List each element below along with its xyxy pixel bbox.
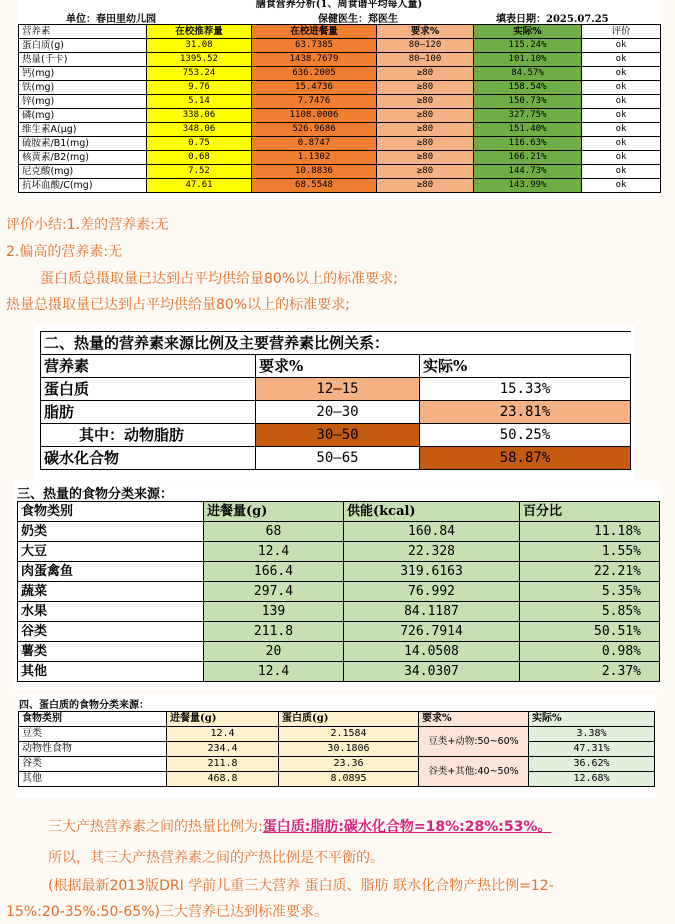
nutrient-cell: 抗坏血酸/C(mg) (19, 179, 147, 193)
evaluation-cell: ok (582, 39, 661, 53)
table-title: 二、热量的营养素来源比例及主要营养素比例关系： (41, 332, 631, 355)
evaluation-cell: ok (582, 123, 661, 137)
table-row (18, 602, 660, 622)
table-row (19, 95, 661, 109)
conclusion-line-1 (48, 816, 551, 836)
intake-cell: 166.4 (204, 562, 344, 582)
category-cell: 薯类 (18, 642, 204, 662)
required-cell: ≥80 (377, 67, 474, 81)
sheet-meta (18, 10, 660, 24)
header-cell: 百分比 (520, 502, 660, 522)
actual-cell: 36.62% (529, 757, 655, 772)
actual-cell: 143.99% (474, 179, 582, 193)
summary-line-2: 2.偏高的营养素:无 (6, 244, 123, 260)
actual-cell: 15.33% (420, 378, 631, 401)
summary-line-1: 评价小结:1.差的营养素:无 (6, 217, 169, 233)
header-cell: 营养素 (41, 355, 256, 378)
food-energy-sheet (14, 481, 660, 689)
conclusion-line-2: 所以，其三大产热营养素之间的产热比例是不平衡的。 (48, 850, 384, 866)
table-row (18, 622, 660, 642)
table-row (18, 582, 660, 602)
required-cell: 12—15 (256, 378, 420, 401)
nutrient-cell: 蛋白质(g) (19, 39, 147, 53)
recommended-cell: 1395.52 (147, 53, 252, 67)
protein-cell: 23.36 (279, 757, 419, 772)
intake-cell: 211.8 (167, 757, 279, 772)
required-cell: 50—65 (256, 447, 420, 470)
actual-cell: 144.73% (474, 165, 582, 179)
intake-cell: 12.4 (167, 727, 279, 742)
energy-source-sheet (35, 325, 635, 480)
table-row (19, 772, 655, 787)
intake-cell: 63.7385 (252, 39, 377, 53)
table-row (19, 81, 661, 95)
header-cell: 要求% (256, 355, 420, 378)
intake-cell: 7.7476 (252, 95, 377, 109)
nutrient-cell: 锌(mg) (19, 95, 147, 109)
header-cell: 实际% (474, 25, 582, 39)
table-row (18, 562, 660, 582)
table-row (19, 151, 661, 165)
recommended-cell: 348.06 (147, 123, 252, 137)
percent-cell: 50.51% (520, 622, 660, 642)
required-cell: 80—100 (377, 53, 474, 67)
table-header-row (18, 502, 660, 522)
actual-cell: 101.10% (474, 53, 582, 67)
table-row (19, 53, 661, 67)
evaluation-cell: ok (582, 151, 661, 165)
percent-cell: 22.21% (520, 562, 660, 582)
intake-cell: 139 (204, 602, 344, 622)
evaluation-cell: ok (582, 179, 661, 193)
energy-source-table (40, 331, 631, 470)
header-cell: 评价 (582, 25, 661, 39)
intake-cell: 20 (204, 642, 344, 662)
category-cell: 动物性食物 (19, 742, 167, 757)
energy-cell: 34.0307 (344, 662, 520, 682)
requirement-cell: 谷类+其他:40~50% (419, 757, 529, 787)
evaluation-cell: ok (582, 137, 661, 151)
table-row (19, 123, 661, 137)
intake-cell: 15.4736 (252, 81, 377, 95)
header-cell: 要求% (419, 712, 529, 727)
table-row (19, 39, 661, 53)
category-cell: 豆类 (19, 727, 167, 742)
evaluation-cell: ok (582, 165, 661, 179)
nutrient-cell: 尼克酸(mg) (19, 165, 147, 179)
recommended-cell: 9.76 (147, 81, 252, 95)
required-cell: ≥80 (377, 137, 474, 151)
conclusion-prefix: 三大产热营养素之间的热量比例为: (48, 819, 263, 835)
nutrient-cell: 热量(千卡) (19, 53, 147, 67)
header-cell: 进餐量(g) (204, 502, 344, 522)
actual-cell: 84.57% (474, 67, 582, 81)
unit-label: 单位：春田里幼儿园 (66, 14, 156, 25)
table-row (19, 67, 661, 81)
actual-cell: 3.38% (529, 727, 655, 742)
nutrient-table (18, 24, 661, 193)
energy-cell: 726.7914 (344, 622, 520, 642)
required-cell: ≥80 (377, 81, 474, 95)
table-title: 四、蛋白质的食物分类来源： (19, 700, 149, 711)
required-cell: ≥80 (377, 179, 474, 193)
table-row (41, 378, 631, 401)
evaluation-cell: ok (582, 67, 661, 81)
header-cell: 实际% (529, 712, 655, 727)
food-energy-table (17, 501, 660, 682)
energy-cell: 319.6163 (344, 562, 520, 582)
table-header-row (41, 355, 631, 378)
actual-cell: 151.40% (474, 123, 582, 137)
percent-cell: 2.37% (520, 662, 660, 682)
table-row (18, 642, 660, 662)
header-cell: 食物类别 (19, 712, 167, 727)
required-cell: ≥80 (377, 123, 474, 137)
date-label: 填表日期：2025.07.25 (496, 14, 609, 25)
doctor-label: 保健医生：郑医生 (318, 14, 398, 25)
table-row (19, 742, 655, 757)
table-row (18, 662, 660, 682)
nutrient-cell: 钙(mg) (19, 67, 147, 81)
header-cell: 实际% (420, 355, 631, 378)
conclusion-line-3: (根据最新2013版DRI 学前儿重三大营养 蛋白质、脂肪 联水化合物产热比例=12- (48, 878, 554, 894)
table-row (19, 757, 655, 772)
header-cell: 营养素 (19, 25, 147, 39)
evaluation-cell: ok (582, 53, 661, 67)
intake-cell: 10.8836 (252, 165, 377, 179)
intake-cell: 526.9686 (252, 123, 377, 137)
table-row (19, 727, 655, 742)
required-cell: 30—50 (256, 424, 420, 447)
table-header-row (19, 25, 661, 39)
evaluation-cell: ok (582, 95, 661, 109)
nutrient-cell: 铁(mg) (19, 81, 147, 95)
table-row (19, 165, 661, 179)
energy-cell: 22.328 (344, 542, 520, 562)
recommended-cell: 47.61 (147, 179, 252, 193)
actual-cell: 150.73% (474, 95, 582, 109)
intake-cell: 636.2005 (252, 67, 377, 81)
energy-cell: 14.0508 (344, 642, 520, 662)
protein-source-sheet (16, 694, 656, 798)
required-cell: ≥80 (377, 151, 474, 165)
intake-cell: 234.4 (167, 742, 279, 757)
intake-cell: 12.4 (204, 542, 344, 562)
nutrient-cell: 脂肪 (41, 401, 256, 424)
table-row (41, 424, 631, 447)
category-cell: 谷类 (18, 622, 204, 642)
recommended-cell: 0.68 (147, 151, 252, 165)
category-cell: 奶类 (18, 522, 204, 542)
evaluation-cell: ok (582, 81, 661, 95)
category-cell: 蔬菜 (18, 582, 204, 602)
actual-cell: 12.68% (529, 772, 655, 787)
energy-ratio: 蛋白质:脂肪:碳水化合物=18%:28%:53%。 (262, 819, 552, 835)
intake-cell: 211.8 (204, 622, 344, 642)
header-cell: 在校推荐量 (147, 25, 252, 39)
category-cell: 谷类 (19, 757, 167, 772)
recommended-cell: 338.06 (147, 109, 252, 123)
header-cell: 要求% (377, 25, 474, 39)
intake-cell: 68.5548 (252, 179, 377, 193)
intake-cell: 468.8 (167, 772, 279, 787)
intake-cell: 12.4 (204, 662, 344, 682)
nutrition-analysis-sheet (18, 0, 660, 198)
intake-cell: 0.8747 (252, 137, 377, 151)
required-cell: 80—120 (377, 39, 474, 53)
nutrient-cell: 硫胺素/B1(mg) (19, 137, 147, 151)
recommended-cell: 5.14 (147, 95, 252, 109)
percent-cell: 5.35% (520, 582, 660, 602)
requirement-cell: 豆类+动物:50~60% (419, 727, 529, 757)
table-title: 三、热量的食物分类来源： (17, 487, 174, 502)
header-cell: 食物类别 (18, 502, 204, 522)
required-cell: ≥80 (377, 109, 474, 123)
actual-cell: 327.75% (474, 109, 582, 123)
table-title-row (41, 332, 631, 355)
category-cell: 肉蛋禽鱼 (18, 562, 204, 582)
nutrient-cell: 核黄素/B2(mg) (19, 151, 147, 165)
nutrient-cell: 维生素A(μg) (19, 123, 147, 137)
summary-line-3: 蛋白质总摄取量已达到占平均供给量80%以上的标准要求; (40, 271, 398, 287)
table-row (18, 542, 660, 562)
sheet-title: 膳食营养分析(1、周食谱平均每人量) (255, 0, 423, 10)
nutrient-cell: 其中：动物脂肪 (41, 424, 256, 447)
intake-cell: 1438.7679 (252, 53, 377, 67)
actual-cell: 166.21% (474, 151, 582, 165)
table-row (19, 109, 661, 123)
table-row (19, 137, 661, 151)
intake-cell: 297.4 (204, 582, 344, 602)
percent-cell: 5.85% (520, 602, 660, 622)
nutrient-cell: 碳水化合物 (41, 447, 256, 470)
category-cell: 其他 (18, 662, 204, 682)
percent-cell: 11.18% (520, 522, 660, 542)
table-header-row (19, 712, 655, 727)
recommended-cell: 31.08 (147, 39, 252, 53)
recommended-cell: 0.75 (147, 137, 252, 151)
protein-cell: 30.1806 (279, 742, 419, 757)
intake-cell: 68 (204, 522, 344, 542)
actual-cell: 47.31% (529, 742, 655, 757)
actual-cell: 158.54% (474, 81, 582, 95)
intake-cell: 1.1302 (252, 151, 377, 165)
conclusion-line-4: 15%:20-35%:50-65%)三大营养已达到标准要求。 (6, 904, 328, 920)
energy-cell: 84.1187 (344, 602, 520, 622)
header-cell: 在校进餐量 (252, 25, 377, 39)
table-row (18, 522, 660, 542)
actual-cell: 58.87% (420, 447, 631, 470)
category-cell: 大豆 (18, 542, 204, 562)
header-cell: 蛋白质(g) (279, 712, 419, 727)
recommended-cell: 7.52 (147, 165, 252, 179)
required-cell: ≥80 (377, 165, 474, 179)
energy-cell: 76.992 (344, 582, 520, 602)
actual-cell: 116.63% (474, 137, 582, 151)
required-cell: ≥80 (377, 95, 474, 109)
header-cell: 供能(kcal) (344, 502, 520, 522)
actual-cell: 23.81% (420, 401, 631, 424)
intake-cell: 1108.0006 (252, 109, 377, 123)
percent-cell: 0.98% (520, 642, 660, 662)
energy-cell: 160.84 (344, 522, 520, 542)
required-cell: 20—30 (256, 401, 420, 424)
table-row (19, 179, 661, 193)
header-cell: 进餐量(g) (167, 712, 279, 727)
table-row (41, 447, 631, 470)
actual-cell: 50.25% (420, 424, 631, 447)
nutrient-cell: 蛋白质 (41, 378, 256, 401)
protein-source-table (18, 711, 655, 787)
protein-cell: 2.1584 (279, 727, 419, 742)
summary-line-4: 热量总摄取量已达到占平均供给量80%以上的标准要求; (6, 297, 350, 313)
category-cell: 水果 (18, 602, 204, 622)
percent-cell: 1.55% (520, 542, 660, 562)
table-row (41, 401, 631, 424)
evaluation-cell: ok (582, 109, 661, 123)
nutrient-cell: 磷(mg) (19, 109, 147, 123)
actual-cell: 115.24% (474, 39, 582, 53)
protein-cell: 8.0895 (279, 772, 419, 787)
category-cell: 其他 (19, 772, 167, 787)
recommended-cell: 753.24 (147, 67, 252, 81)
